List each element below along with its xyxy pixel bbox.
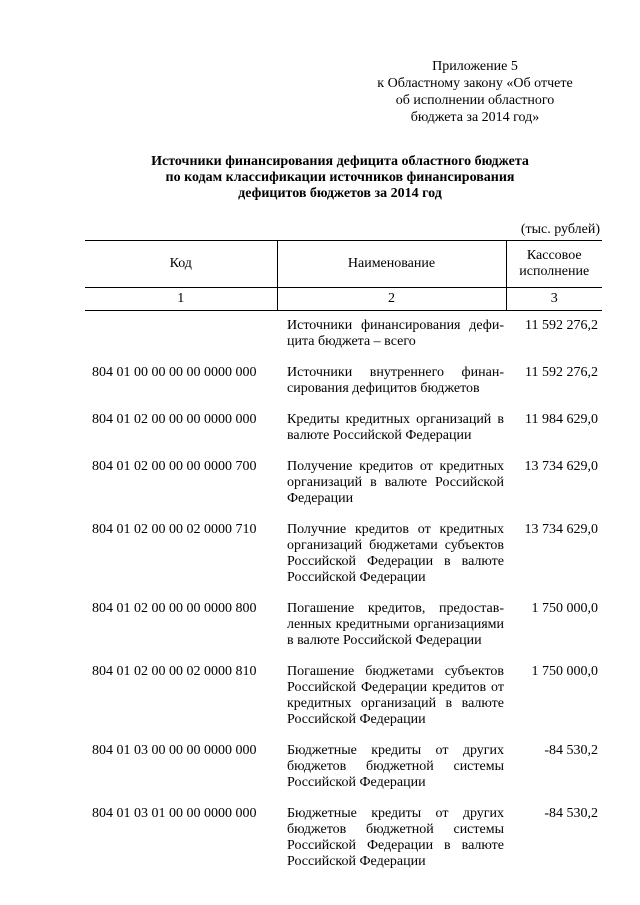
row-amount: -84 530,2 (544, 806, 598, 821)
appendix-line-4: бюджета за 2014 год» (410, 110, 540, 125)
column-number-2: 2 (277, 288, 506, 311)
appendix-line-1: Приложение 5 (432, 59, 518, 74)
table-row (85, 806, 602, 885)
row-name: Источники финансирования дефицита бюджета – всего (287, 318, 504, 349)
table-row (85, 311, 602, 366)
appendix-line-2: к Областному закону «Об отчете (377, 76, 573, 91)
row-name: Получение кредитов от кредитных организаций в валюте Российской Федерации (287, 459, 504, 506)
row-amount: 1 750 000,0 (531, 664, 598, 679)
table-row (85, 522, 602, 601)
row-code (85, 311, 277, 366)
row-name: Погашение бюджетами субъектов Российской Федерации кредитов от кредитных организаций в валюте Российской Федерации (287, 664, 504, 727)
row-code: 804 01 02 00 00 00 0000 000 (92, 412, 257, 427)
row-name: Погашение кредитов, предоставленных кредитными организациями в валюте Российской Федерации (287, 601, 504, 648)
document-title (60, 154, 620, 202)
title-line-2: по кодам классификации источников финансирования (165, 170, 515, 185)
table-row (85, 664, 602, 743)
row-code: 804 01 03 01 00 00 0000 000 (92, 806, 257, 821)
row-amount: 1 750 000,0 (531, 601, 598, 616)
row-amount: 11 592 276,2 (525, 365, 598, 380)
column-number-row (85, 288, 602, 311)
header-code: Код (85, 241, 277, 288)
row-name: Получние кредитов от кредитных организаций бюджетами субъектов Российской Федерации в валюте Российской Федерации (287, 522, 504, 585)
table-row (85, 601, 602, 664)
table-row (85, 459, 602, 522)
row-code: 804 01 02 00 00 00 0000 700 (92, 459, 257, 474)
row-amount: 11 984 629,0 (525, 412, 598, 427)
row-name: Источники внутреннего финансирования дефицитов бюджетов (287, 365, 504, 396)
row-amount: 13 734 629,0 (524, 459, 598, 474)
column-number-1: 1 (85, 288, 277, 311)
row-amount: -84 530,2 (544, 743, 598, 758)
table-row (85, 365, 602, 412)
table-row (85, 412, 602, 459)
row-code: 804 01 03 00 00 00 0000 000 (92, 743, 257, 758)
header-amount (506, 241, 602, 288)
row-amount: 13 734 629,0 (524, 522, 598, 537)
title-line-1: Источники финансирования дефицита областного бюджета (151, 154, 529, 169)
appendix-line-3: об исполнении областного (395, 93, 555, 108)
financing-table (85, 240, 602, 885)
table-header-row (85, 241, 602, 288)
row-name: Кредиты кредитных организаций в валюте Российской Федерации (287, 412, 504, 443)
units-label: (тыс. рублей) (520, 222, 600, 237)
title-line-3: дефицитов бюджетов за 2014 год (238, 186, 442, 201)
row-name: Бюджетные кредиты от других бюджетов бюджетной системы Российской Федерации в валюте Российской Федерации (287, 806, 504, 869)
row-code: 804 01 02 00 00 00 0000 800 (92, 601, 257, 616)
row-name: Бюджетные кредиты от других бюджетов бюджетной системы Российской Федерации (287, 743, 504, 790)
header-amount-line-1: Кассовое (526, 248, 582, 263)
row-code: 804 01 02 00 00 02 0000 710 (92, 522, 257, 537)
header-amount-line-2: исполнение (519, 264, 590, 279)
header-name: Наименование (277, 241, 506, 288)
column-number-3: 3 (506, 288, 602, 311)
row-amount: 11 592 276,2 (525, 318, 598, 333)
row-code: 804 01 00 00 00 00 0000 000 (92, 365, 257, 380)
row-code: 804 01 02 00 00 02 0000 810 (92, 664, 257, 679)
appendix-header (340, 58, 610, 126)
table-row (85, 743, 602, 806)
